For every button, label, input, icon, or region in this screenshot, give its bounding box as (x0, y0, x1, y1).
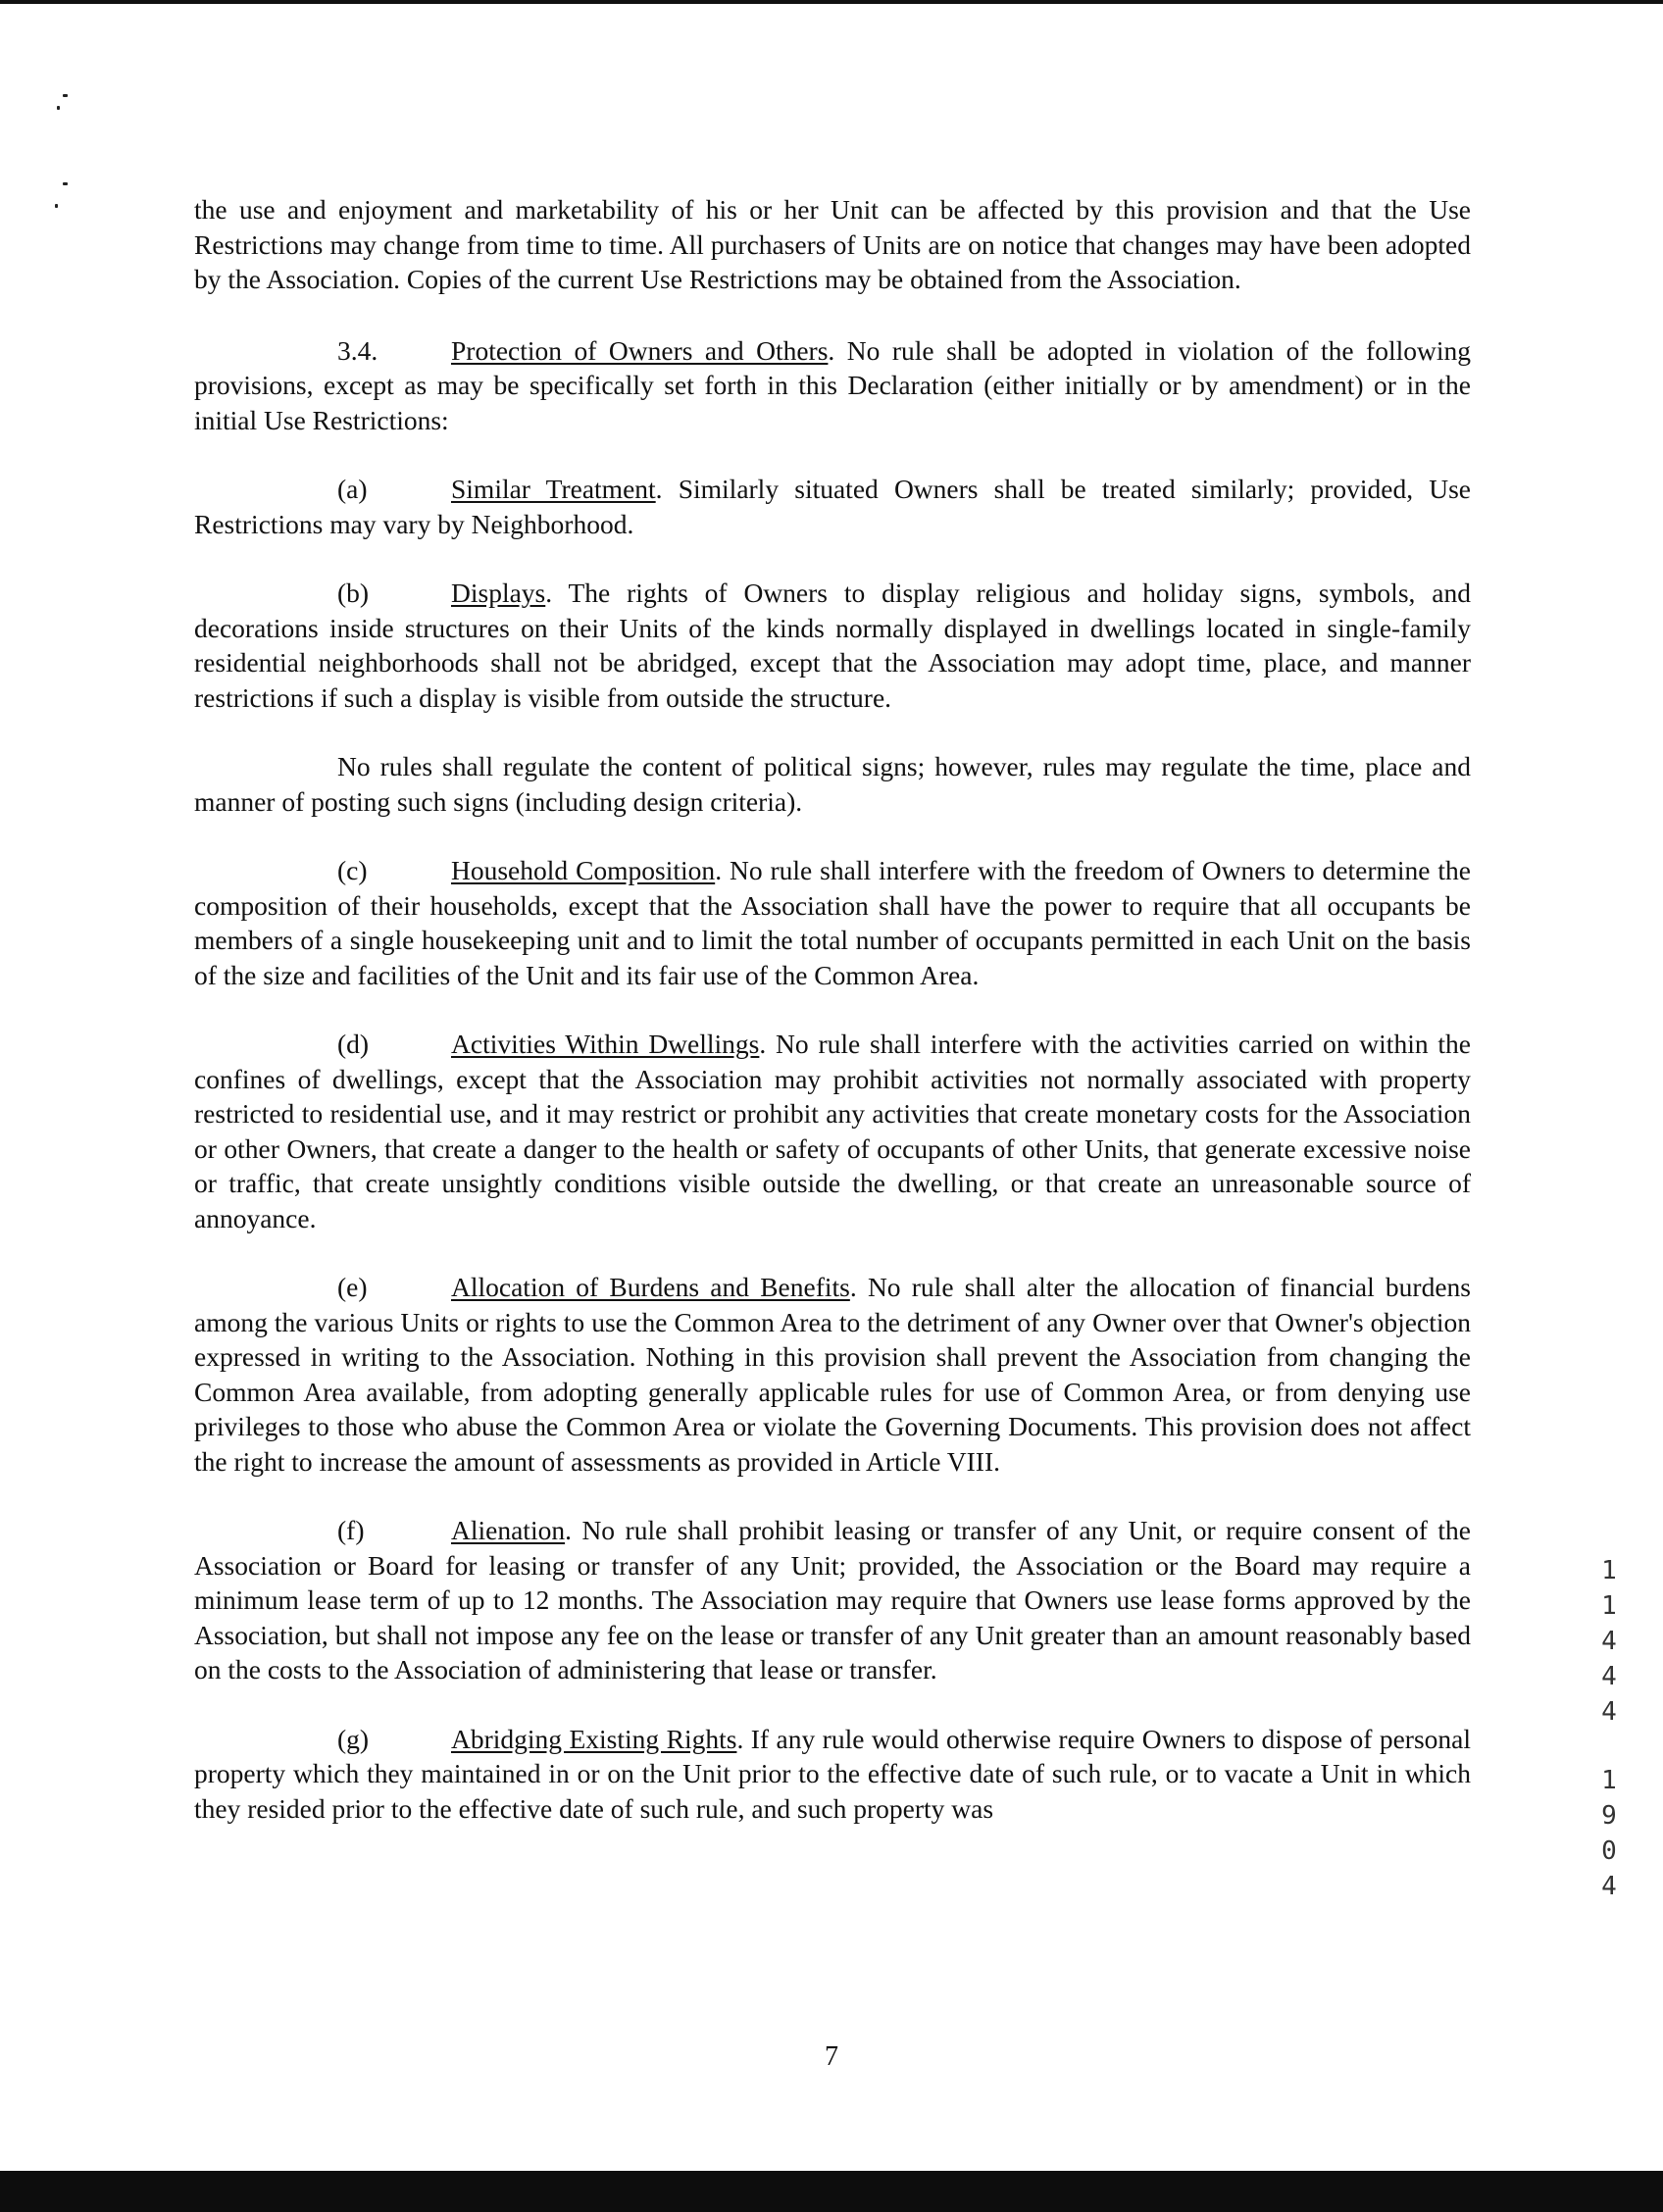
intro-paragraph (194, 192, 1471, 297)
item-text: . The rights of Owners to display religious and holiday signs, symbols, and decorations inside structures on their Units of the kinds normally displayed in dwellings located in single-family residential neighborhoods shall not be abridged, except that the Association may adopt time, place, and manner restrictions if such a display is visible from outside the structure. (194, 578, 1471, 713)
stamp-digit: 1 (1601, 1556, 1617, 1585)
stamp-digit: 9 (1601, 1801, 1617, 1831)
scan-speck (55, 204, 58, 208)
item-text: . No rule shall alter the allocation of financial burdens among the various Units or rights to use the Common Area to the detriment of any Owner over that Owner's objection expressed in writing to the Association. Nothing in this provision shall prevent the Association from changing the Common Area available, from adopting generally applicable rules for use of Common Area, or from denying use privileges to those who abuse the Common Area or violate the Governing Documents. This provision does not affect the right to increase the amount of assessments as provided in Article VIII. (194, 1272, 1471, 1477)
item-label: (c) (337, 855, 368, 885)
item-text: . If any rule would otherwise require Owners to dispose of personal property which they maintained in or on the Unit prior to the effective date of such rule, or to vacate a Unit in which they resided prior to the effective date of such rule, and such property was (194, 1723, 1471, 1824)
stamp-digit: 1 (1601, 1766, 1617, 1795)
political-signs-text: No rules shall regulate the content of political signs; however, rules may regulate the time, place and manner of posting such signs (including design criteria). (194, 751, 1471, 817)
item-heading: Abridging Existing Rights (451, 1723, 737, 1754)
item-text: . No rule shall interfere with the freedom of Owners to determine the composition of their households, except that the Association shall have the power to require that all occupants be members of a single housekeeping unit and to limit the total number of occupants permitted in each Unit on the basis of the size and facilities of the Unit and its fair use of the Common Area. (194, 855, 1471, 990)
item-label: (d) (337, 1029, 370, 1059)
item-label: (g) (337, 1723, 370, 1754)
item-e (194, 1270, 1471, 1479)
page-number: 7 (825, 2041, 838, 2072)
item-label: (b) (337, 578, 370, 608)
item-d (194, 1027, 1471, 1235)
item-f (194, 1513, 1471, 1687)
item-g (194, 1722, 1471, 1827)
item-text: . No rule shall interfere with the activities carried on within the confines of dwellings, except that the Association may prohibit activities not normally associated with property restricted to residential use, and it may restrict or prohibit any activities that create monetary costs for the Association or other Owners, that create a danger to the health or safety of occupants of other Units, that generate excessive noise or traffic, that create unsightly conditions visible outside the dwelling, or that create an unreasonable source of annoyance. (194, 1029, 1471, 1233)
stamp-digit: 1 (1601, 1591, 1617, 1621)
stamp-digit: 4 (1601, 1872, 1617, 1901)
item-a (194, 472, 1471, 541)
item-label: (f) (337, 1515, 365, 1545)
political-signs-paragraph (194, 749, 1471, 819)
intro-paragraph-text: the use and enjoyment and marketability of his or her Unit can be affected by this provision and that the Use Restrictions may change from time to time. All purchasers of Units are on notice that changes may have been adopted by the Association. Copies of the current Use Restrictions may be obtained from the Association. (194, 194, 1471, 294)
scan-speck (57, 106, 60, 110)
stamp-digit: 4 (1601, 1627, 1617, 1656)
scan-speck (63, 182, 68, 185)
item-label: (e) (337, 1272, 368, 1302)
scan-top-edge (0, 0, 1663, 4)
scan-speck (63, 94, 68, 97)
item-heading: Similar Treatment (451, 474, 656, 504)
stamp-digit: 4 (1601, 1662, 1617, 1691)
margin-document-number-stamp (1594, 1553, 1624, 1904)
section-3-4 (194, 333, 1471, 438)
item-heading: Alienation (451, 1515, 566, 1545)
item-heading: Allocation of Burdens and Benefits (451, 1272, 850, 1302)
item-b (194, 576, 1471, 715)
item-heading: Household Composition (451, 855, 716, 885)
section-heading: Protection of Owners and Others (451, 334, 829, 366)
stamp-digit: 0 (1601, 1836, 1617, 1866)
item-heading: Activities Within Dwellings (451, 1029, 760, 1059)
item-heading: Displays (451, 578, 546, 608)
section-number: 3.4. (337, 334, 378, 366)
item-text: . Similarly situated Owners shall be treated similarly; provided, Use Restrictions may vary by Neighborhood. (194, 474, 1471, 539)
document-page (194, 192, 1471, 1860)
item-text: . No rule shall prohibit leasing or transfer of any Unit, or require consent of the Association or Board for leasing or transfer of any Unit; provided, the Association or the Board may require a minimum lease term of up to 12 months. The Association may require that Owners use lease forms approved by the Association, but shall not impose any fee on the lease or transfer of any Unit greater than an amount reasonably based on the costs to the Association of administering that lease or transfer. (194, 1515, 1471, 1684)
item-c (194, 853, 1471, 992)
scan-bottom-band (0, 2171, 1663, 2212)
item-label: (a) (337, 474, 368, 504)
stamp-digit: 4 (1601, 1697, 1617, 1727)
section-text: . No rule shall be adopted in violation of the following provisions, except as may be specifically set forth in this Declaration (either initially or by amendment) or in the initial Use Restrictions: (194, 334, 1471, 435)
